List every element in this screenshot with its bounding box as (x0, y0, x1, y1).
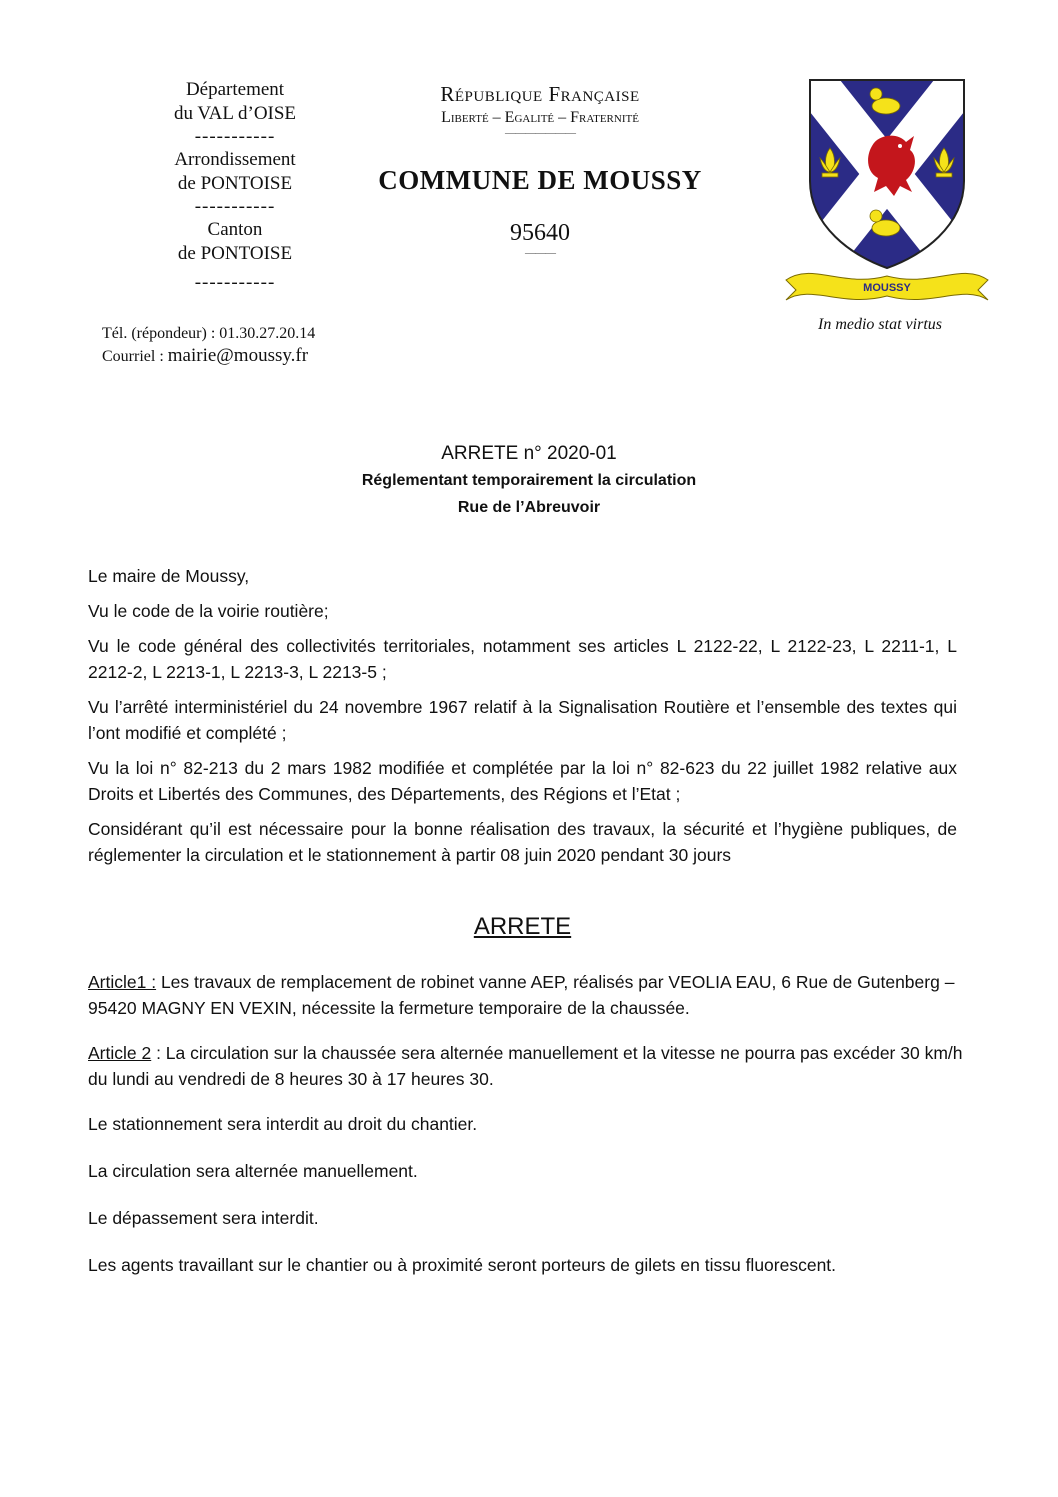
email-line (102, 345, 315, 368)
postal-code: 95640 (510, 220, 570, 246)
motto: In medio stat virtus (818, 316, 942, 333)
article-1-label: Article1 : (88, 972, 157, 992)
phone-line (102, 323, 315, 345)
articles (88, 969, 968, 1278)
departement-name: du VAL d’OISE (173, 103, 297, 124)
republique-title: République Française (440, 82, 640, 106)
commune-name: COMMUNE DE MOUSSY (378, 165, 702, 195)
article-1-text: Les travaux de remplacement de robinet vanne AEP, réalisés par VEOLIA EAU, 6 Rue de Gutenberg – 95420 MAGNY EN VEXIN, nécessite la fermeture temporaire de la chaussée. (88, 972, 955, 1018)
canton-label: Canton (207, 219, 263, 240)
article-paragraph: Les agents travaillant sur le chantier ou à proximité seront porteurs de gilets en tissu fluorescent. (88, 1255, 837, 1275)
preamble-paragraph: Vu le code général des collectivités territoriales, notamment ses articles L 2122-22, L 2122-23, L 2211-1, L 2212-2, L 2213-1, L 2213-3, L 2213-5 ; (88, 636, 957, 682)
arrete-subject: Réglementant temporairement la circulation (361, 472, 697, 489)
arrete-title (0, 440, 1058, 521)
article-paragraph: Le dépassement sera interdit. (88, 1208, 319, 1228)
article-2 (88, 1040, 968, 1092)
departement-label: Département (185, 79, 285, 100)
arrondissement-name: de PONTOISE (177, 173, 293, 194)
email-value: mairie@moussy.fr (167, 345, 309, 366)
phone-label: Tél. (répondeur) : (102, 325, 220, 342)
article-2-label: Article 2 (88, 1043, 152, 1063)
phone-value: 01.30.27.20.14 (219, 325, 316, 342)
preamble-paragraph: Le maire de Moussy, (88, 566, 250, 586)
email-label: Courriel : (102, 348, 168, 365)
preamble (88, 563, 957, 877)
preamble-paragraph: Vu l’arrêté interministériel du 24 novembre 1967 relatif à la Signalisation Routière et l’ensemble des textes qui l’ont modifié et complété ; (88, 697, 957, 743)
separator: ----------- (194, 126, 276, 147)
rule: ——— (525, 247, 555, 259)
rule: ——————— (505, 127, 575, 139)
article-1 (88, 969, 968, 1021)
coat-of-arms-icon (782, 76, 992, 306)
canton-name: de PONTOISE (177, 243, 293, 264)
article-paragraph: Le stationnement sera interdit au droit du chantier. (88, 1114, 478, 1134)
administrative-header (110, 78, 360, 294)
separator: ----------- (194, 196, 276, 217)
devise: Liberté – Egalité – Fraternité (441, 109, 639, 126)
contact-info (102, 323, 315, 368)
preamble-paragraph: Vu le code de la voirie routière; (88, 601, 329, 621)
article-paragraph: La circulation sera alternée manuellement. (88, 1161, 418, 1181)
preamble-paragraph: Considérant qu’il est nécessaire pour la bonne réalisation des travaux, la sécurité et l’hygiène publiques, de réglementer la circulation et le stationnement à partir 08 juin 2020 pendant 30 jours (88, 819, 957, 865)
arrete-street: Rue de l’Abreuvoir (457, 499, 601, 516)
preamble-paragraph: Vu la loi n° 82-213 du 2 mars 1982 modifiée et complétée par la loi n° 82-623 du 22 juillet 1982 relative aux Droits et Libertés des Communes, des Départements, des Régions et l’Etat ; (88, 758, 957, 804)
separator: ----------- (194, 272, 276, 293)
arrondissement-label: Arrondissement (174, 149, 296, 170)
commune-header (340, 82, 740, 259)
crest-banner-text: MOUSSY (863, 282, 911, 294)
article-2-text: : La circulation sur la chaussée sera alternée manuellement et la vitesse ne pourra pas excéder 30 km/h du lundi au vendredi de 8 heures 30 à 17 heures 30. (88, 1043, 963, 1089)
arrete-number: ARRETE n° 2020-01 (441, 443, 617, 464)
arrete-heading: ARRETE (473, 913, 572, 940)
